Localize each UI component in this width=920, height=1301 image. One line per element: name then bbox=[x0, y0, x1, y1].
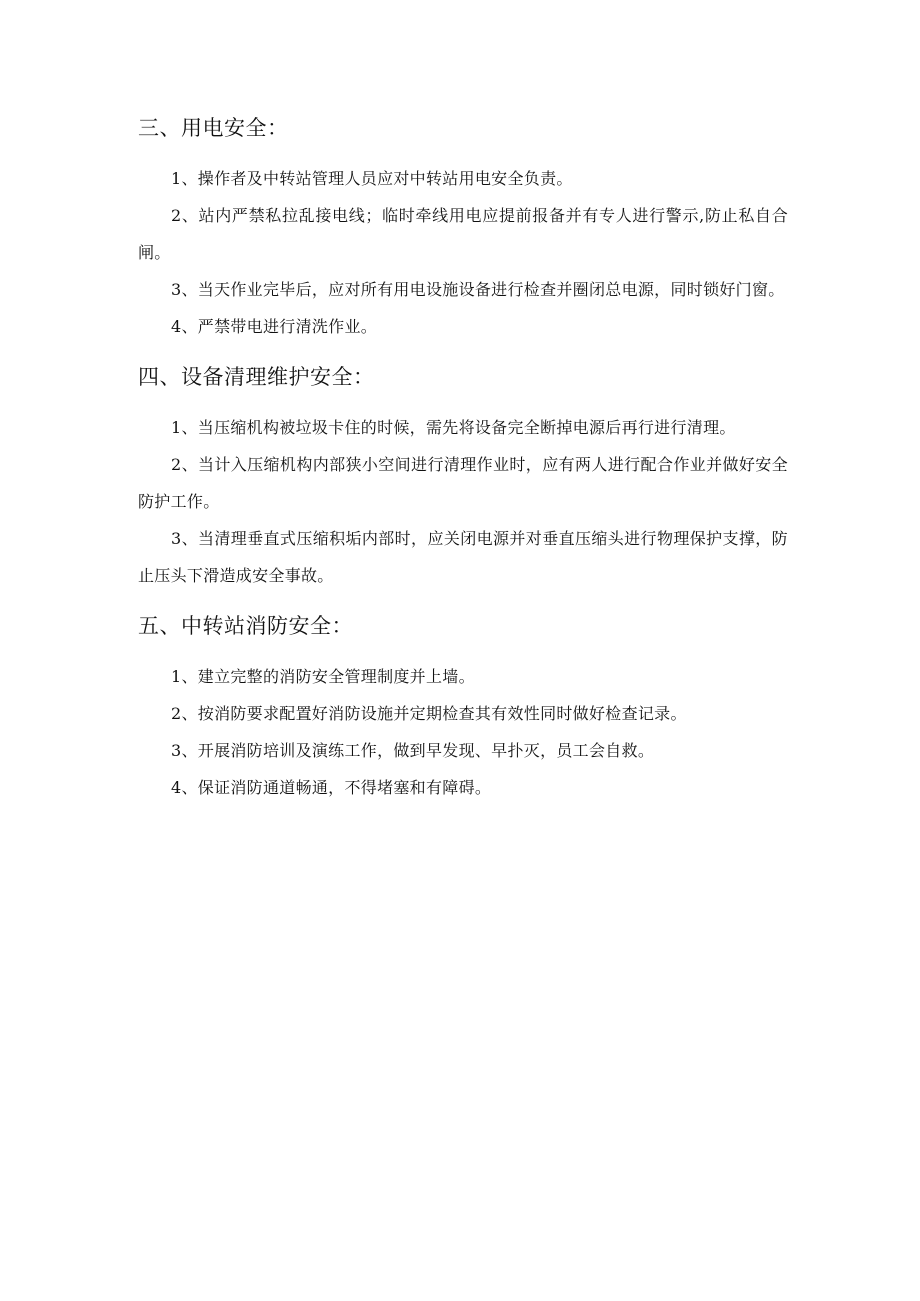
list-item: 1、建立完整的消防安全管理制度并上墙。 bbox=[171, 667, 475, 686]
document-body bbox=[138, 110, 788, 820]
list-item: 2、当计入压缩机构内部狭小空间进行清理作业时，应有两人进行配合作业并做好安全防护工作。 bbox=[138, 455, 788, 511]
list-item: 3、当天作业完毕后，应对所有用电设施设备进行检查并圈闭总电源，同时锁好门窗。 bbox=[171, 280, 785, 299]
list-item: 2、站内严禁私拉乱接电线；临时牵线用电应提前报备并有专人进行警示,防止私自合闸。 bbox=[138, 206, 788, 262]
section-equipment-maintenance-safety bbox=[138, 359, 788, 594]
list-item: 2、按消防要求配置好消防设施并定期检查其有效性同时做好检查记录。 bbox=[171, 704, 687, 723]
section-fire-safety bbox=[138, 608, 788, 806]
section-heading: 四、设备清理维护安全： bbox=[138, 365, 375, 389]
list-item: 4、严禁带电进行清洗作业。 bbox=[171, 317, 378, 336]
list-item: 3、开展消防培训及演练工作，做到早发现、早扑灭，员工会自救。 bbox=[171, 741, 655, 760]
list-item: 3、当清理垂直式压缩积垢内部时，应关闭电源并对垂直压缩头进行物理保护支撑，防止压头下滑造成安全事故。 bbox=[138, 529, 788, 585]
section-heading: 五、中转站消防安全： bbox=[138, 614, 353, 638]
list-item: 1、操作者及中转站管理人员应对中转站用电安全负责。 bbox=[171, 169, 573, 188]
section-electrical-safety bbox=[138, 110, 788, 345]
section-heading: 三、用电安全： bbox=[138, 116, 289, 140]
list-item: 4、保证消防通道畅通，不得堵塞和有障碍。 bbox=[171, 778, 492, 797]
list-item: 1、当压缩机构被垃圾卡住的时候，需先将设备完全断掉电源后再行进行清理。 bbox=[171, 418, 736, 437]
